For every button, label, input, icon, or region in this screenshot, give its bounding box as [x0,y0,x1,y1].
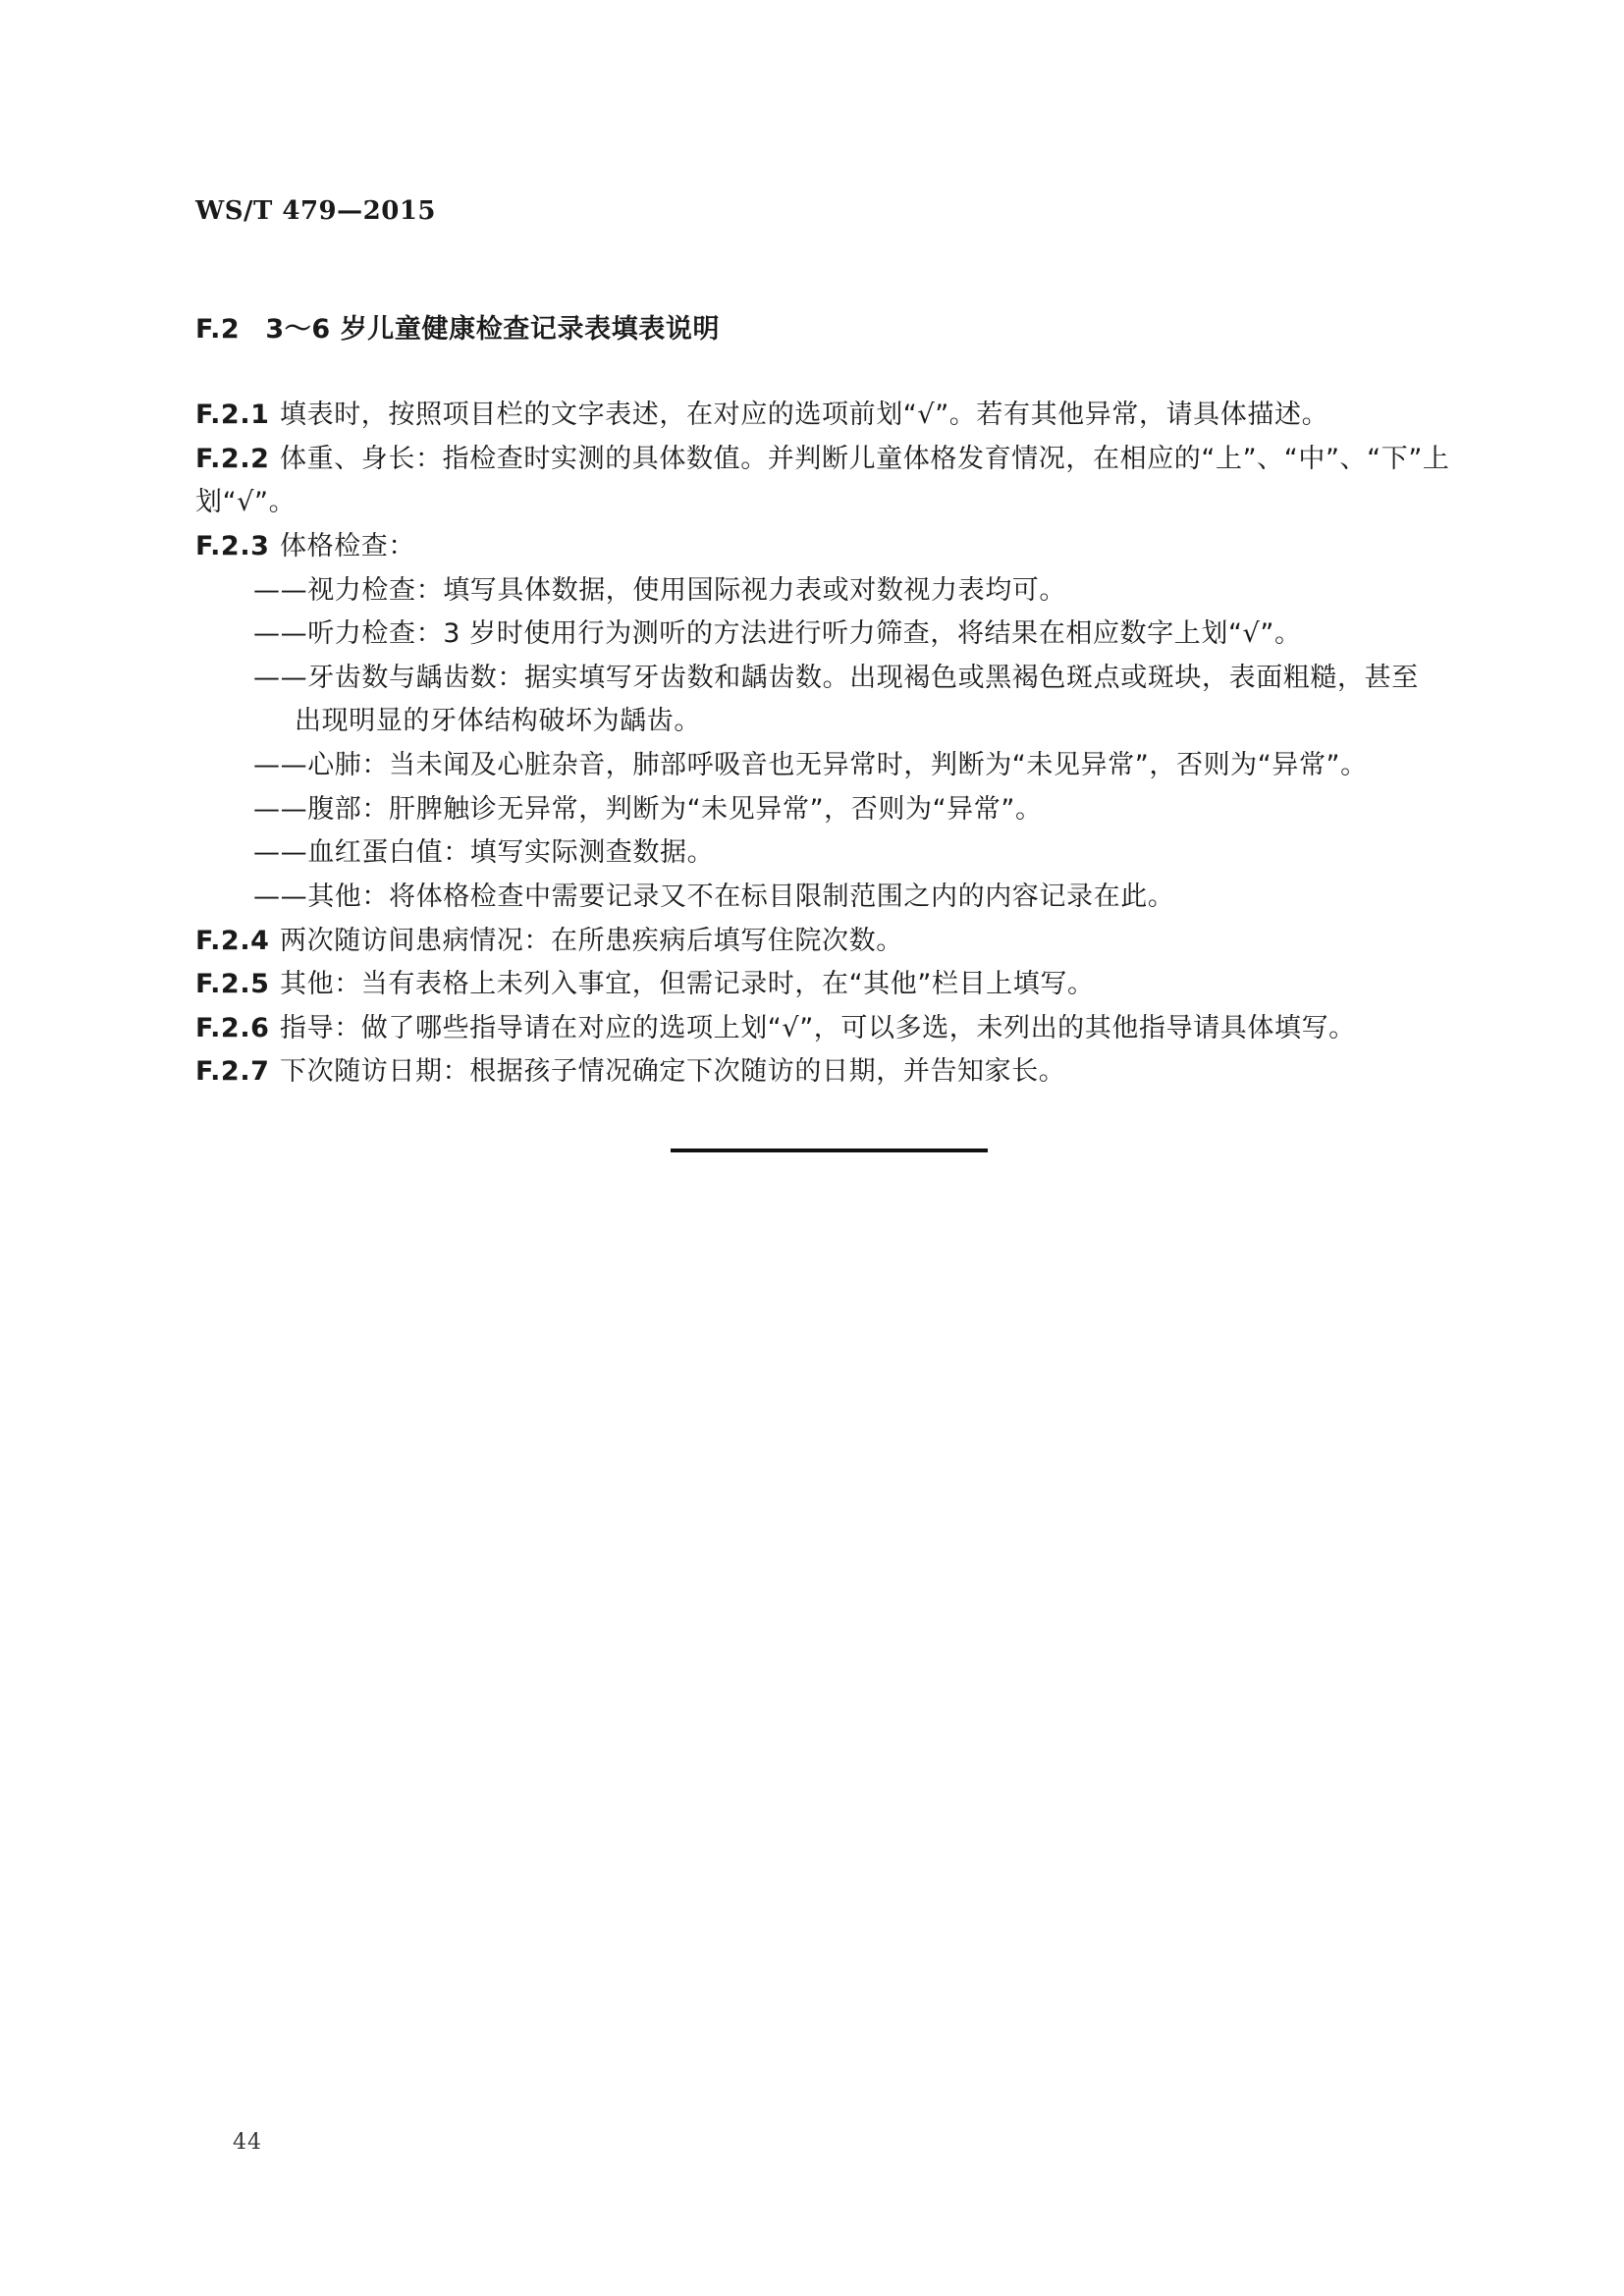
clause-number: F.2.1 [195,400,270,430]
clause-f-2-2 [195,440,1450,479]
clause-text: 指导：做了哪些指导请在对应的选项上划“√”，可以多选，未列出的其他指导请具体填写。 [280,1013,1356,1043]
clause-f-2-3 [195,527,415,566]
standard-code: WS/T 479—2015 [195,196,437,226]
clause-f-2-4 [195,922,903,961]
clause-text: 两次随访间患病情况：在所患疾病后填写住院次数。 [280,926,903,956]
clause-text: 填表时，按照项目栏的文字表述，在对应的选项前划“√”。若有其他异常，请具体描述。 [280,400,1329,430]
clause-f-2-6 [195,1009,1356,1048]
clause-f-2-1 [195,396,1328,435]
clause-number: F.2.6 [195,1013,270,1043]
clause-f-2-2-continuation: 划“√”。 [195,487,297,517]
exam-item-heart-lung: ——心肺：当未闻及心脏杂音，肺部呼吸音也无异常时，判断为“未见异常”，否则为“异常”。 [253,750,1368,780]
exam-item-vision: ——视力检查：填写具体数据，使用国际视力表或对数视力表均可。 [253,575,1066,606]
exam-item-hearing: ——听力检查：3 岁时使用行为测听的方法进行听力筛查，将结果在相应数字上划“√”。 [253,618,1302,649]
clause-f-2-7 [195,1052,1065,1092]
section-title: 3～6 岁儿童健康检查记录表填表说明 [265,314,721,345]
clause-number: F.2.3 [195,531,270,561]
clause-text: 下次随访日期：根据孩子情况确定下次随访的日期，并告知家长。 [280,1056,1066,1087]
end-rule [671,1148,988,1152]
section-heading [195,310,720,349]
page-number: 44 [233,2130,262,2155]
exam-item-teeth-continuation: 出现明显的牙体结构破坏为龋齿。 [295,706,701,736]
clause-number: F.2.2 [195,444,270,474]
exam-item-hemoglobin: ——血红蛋白值：填写实际测查数据。 [253,837,715,868]
clause-text: 体格检查： [280,531,415,561]
clause-number: F.2.4 [195,926,270,956]
clause-text: 其他：当有表格上未列入事宜，但需记录时，在“其他”栏目上填写。 [280,969,1095,999]
clause-f-2-5 [195,965,1095,1004]
page-header [195,196,436,226]
exam-item-abdomen: ——腹部：肝脾触诊无异常，判断为“未见异常”，否则为“异常”。 [253,794,1043,825]
clause-number: F.2.7 [195,1056,270,1087]
clause-text: 体重、身长：指检查时实测的具体数值。并判断儿童体格发育情况，在相应的“上”、“中”、“下”上 [280,444,1450,474]
section-number: F.2 [195,314,241,345]
exam-item-other: ——其他：将体格检查中需要记录又不在标目限制范围之内的内容记录在此。 [253,881,1175,912]
clause-number: F.2.5 [195,969,270,999]
exam-item-teeth: ——牙齿数与龋齿数：据实填写牙齿数和龋齿数。出现褐色或黑褐色斑点或斑块，表面粗糙，甚至 [253,663,1419,693]
